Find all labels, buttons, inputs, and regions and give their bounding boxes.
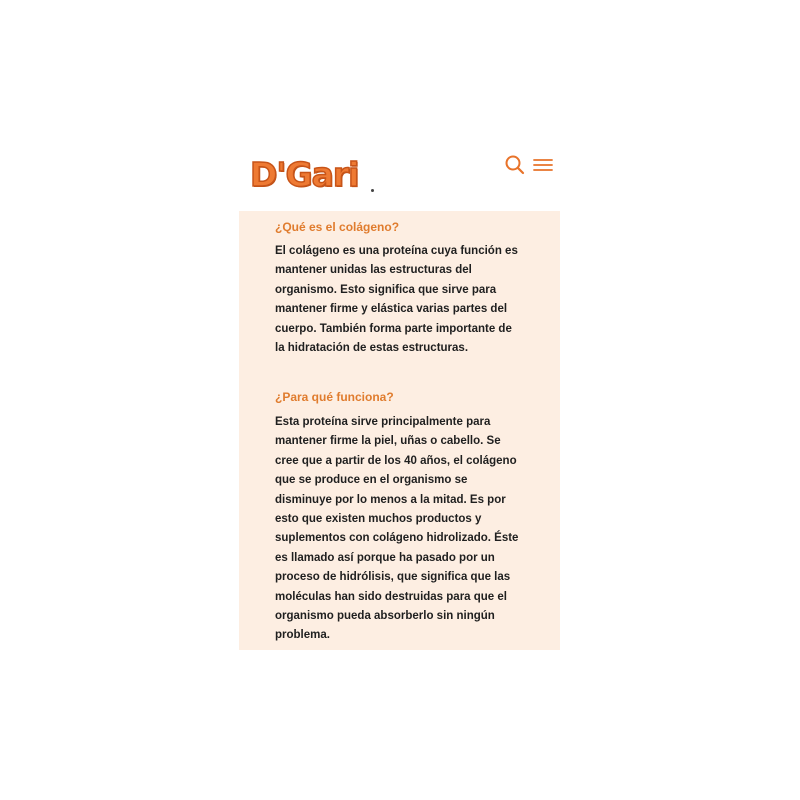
paragraph-line: proceso de hidrólisis, que significa que las <box>275 571 511 584</box>
paragraph-line: disminuye por lo menos a la mitad. Es por <box>275 493 506 506</box>
section-heading-what-is-it-for: ¿Para qué funciona? <box>275 390 394 404</box>
paragraph-line: suplementos con colágeno hidrolizado. Éste <box>275 532 519 545</box>
logo-dot <box>371 189 374 192</box>
hamburger-menu-icon[interactable] <box>533 157 553 173</box>
paragraph-line: problema. <box>275 629 330 642</box>
paragraph-line: mantener unidas las estructuras del <box>275 264 472 277</box>
paragraph-line: mantener firme y elástica varias partes del <box>275 303 508 316</box>
paragraph-line: organismo pueda absorberlo sin ningún <box>275 610 495 623</box>
paragraph-line: es llamado así porque ha pasado por un <box>275 551 495 564</box>
article-panel <box>239 211 560 650</box>
paragraph-line: la hidratación de estas estructuras. <box>275 342 469 355</box>
section-paragraph-what-is-it-for <box>275 413 527 646</box>
search-icon[interactable] <box>504 154 526 176</box>
section-paragraph-what-is-collagen <box>275 242 527 358</box>
brand-logo[interactable]: D'Gari <box>250 155 359 194</box>
paragraph-line: moléculas han sido destruidas para que el <box>275 590 507 603</box>
paragraph-line: cuerpo. También forma parte importante de <box>275 322 512 335</box>
paragraph-line: esto que existen muchos productos y <box>275 513 482 526</box>
paragraph-line: cree que a partir de los 40 años, el colágeno <box>275 454 517 467</box>
paragraph-line: organismo. Esto significa que sirve para <box>275 283 497 296</box>
paragraph-line: El colágeno es una proteína cuya función es <box>275 245 518 257</box>
paragraph-line: que se produce en el organismo se <box>275 474 468 487</box>
section-heading-what-is-collagen: ¿Qué es el colágeno? <box>275 220 400 234</box>
paragraph-line: Esta proteína sirve principalmente para <box>275 416 491 428</box>
paragraph-line: mantener firme la piel, uñas o cabello. Se <box>275 435 501 448</box>
